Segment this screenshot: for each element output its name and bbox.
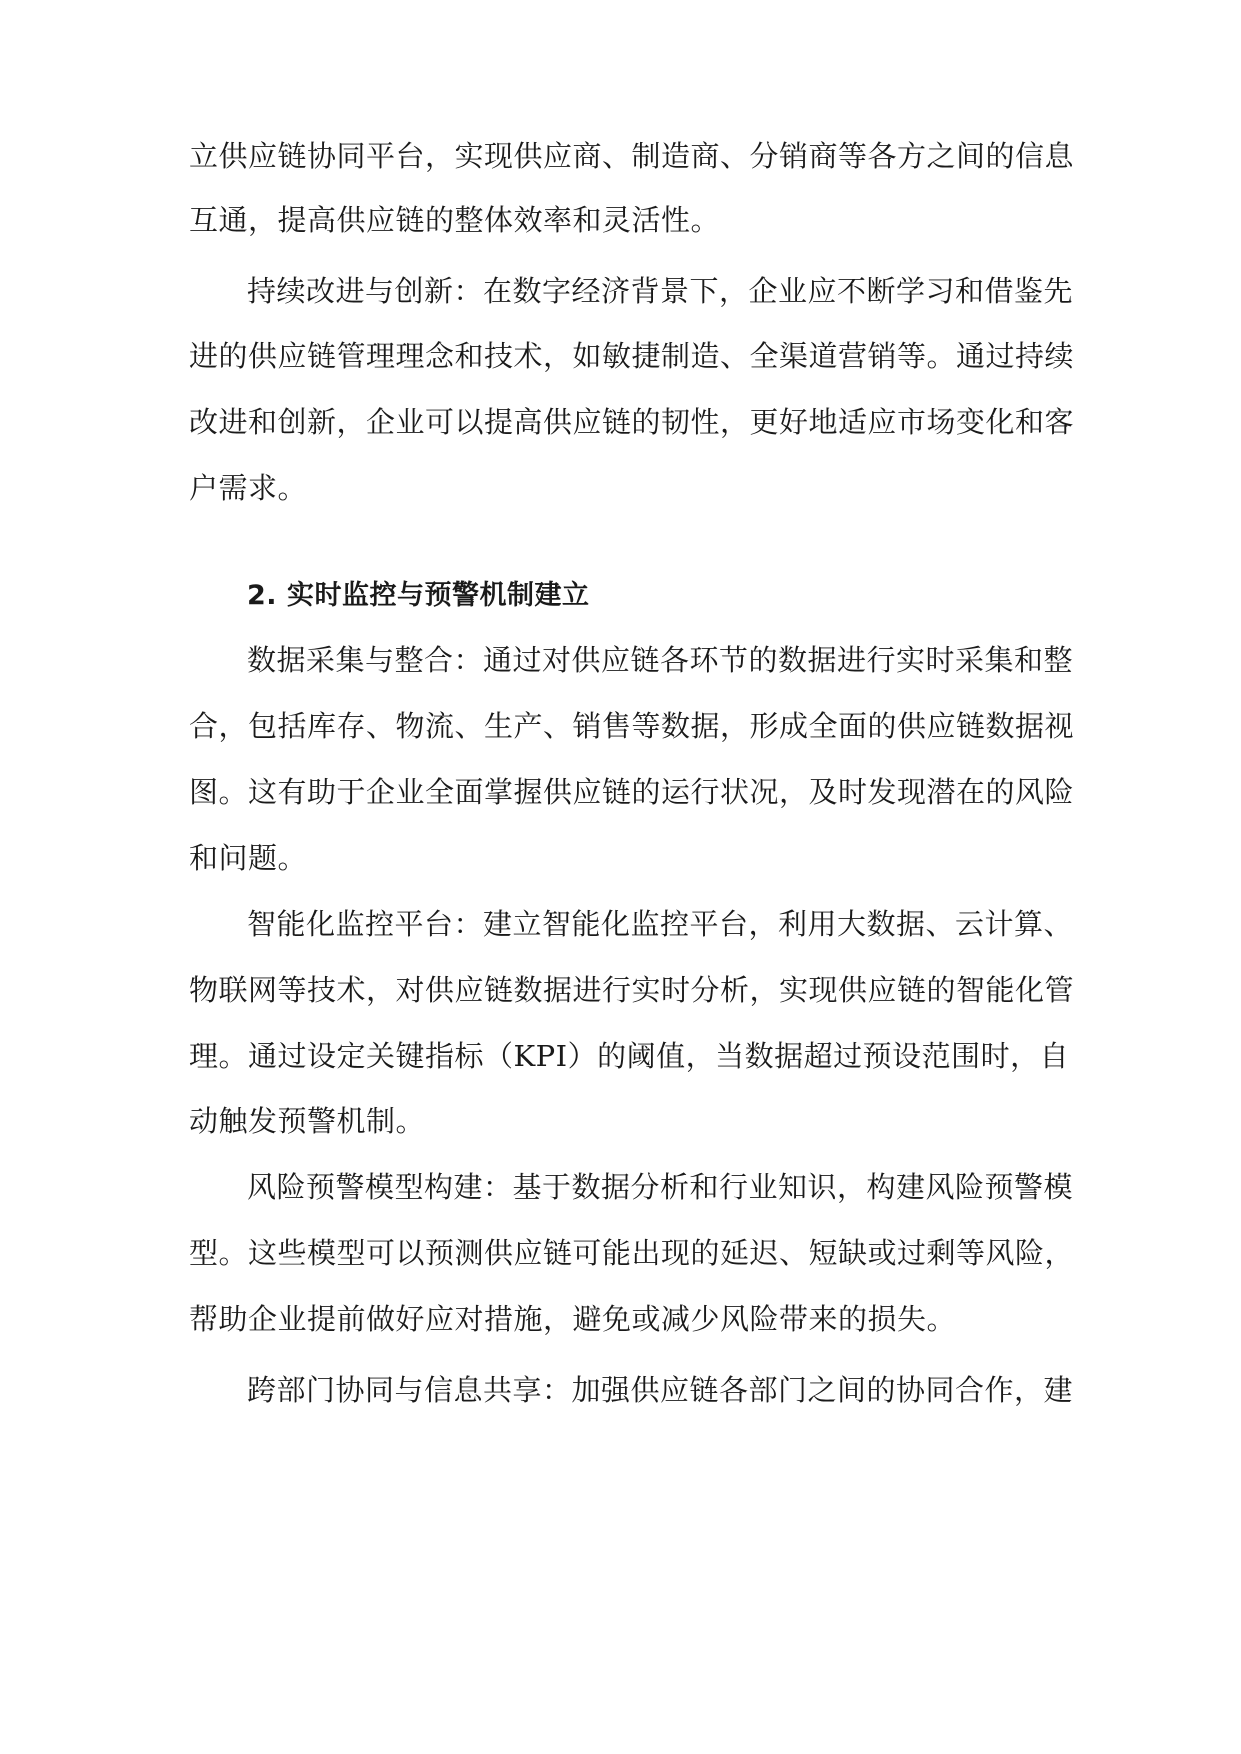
- paragraph-line: 理。通过设定关键指标（KPI）的阈值，当数据超过预设范围时，自: [189, 1039, 1070, 1073]
- paragraph-line: 互通，提高供应链的整体效率和灵活性。: [189, 203, 721, 237]
- paragraph-line: 立供应链协同平台，实现供应商、制造商、分销商等各方之间的信息: [189, 139, 1075, 173]
- paragraph-line: 物联网等技术，对供应链数据进行实时分析，实现供应链的智能化管: [189, 973, 1075, 1007]
- paragraph-line: 户需求。: [189, 471, 308, 505]
- paragraph-line: 跨部门协同与信息共享：加强供应链各部门之间的协同合作，建: [247, 1373, 1074, 1407]
- paragraph-line: 图。这有助于企业全面掌握供应链的运行状况，及时发现潜在的风险: [189, 775, 1075, 809]
- paragraph-line: 型。这些模型可以预测供应链可能出现的延迟、短缺或过剩等风险，: [189, 1236, 1075, 1270]
- paragraph-line: 合，包括库存、物流、生产、销售等数据，形成全面的供应链数据视: [189, 709, 1075, 743]
- paragraph-line: 持续改进与创新：在数字经济背景下，企业应不断学习和借鉴先: [247, 274, 1074, 308]
- paragraph-line: 和问题。: [189, 841, 308, 875]
- paragraph-line: 风险预警模型构建：基于数据分析和行业知识，构建风险预警模: [247, 1170, 1074, 1204]
- paragraph-line: 进的供应链管理理念和技术，如敏捷制造、全渠道营销等。通过持续: [189, 339, 1075, 373]
- paragraph-line: 改进和创新，企业可以提高供应链的韧性，更好地适应市场变化和客: [189, 405, 1075, 439]
- paragraph-line: 数据采集与整合：通过对供应链各环节的数据进行实时采集和整: [247, 643, 1074, 677]
- paragraph-line: 动触发预警机制。: [189, 1104, 426, 1138]
- paragraph-line: 帮助企业提前做好应对措施，避免或减少风险带来的损失。: [189, 1302, 957, 1336]
- paragraph-line: 智能化监控平台：建立智能化监控平台，利用大数据、云计算、: [247, 907, 1074, 941]
- section-heading: 2. 实时监控与预警机制建立: [247, 580, 590, 611]
